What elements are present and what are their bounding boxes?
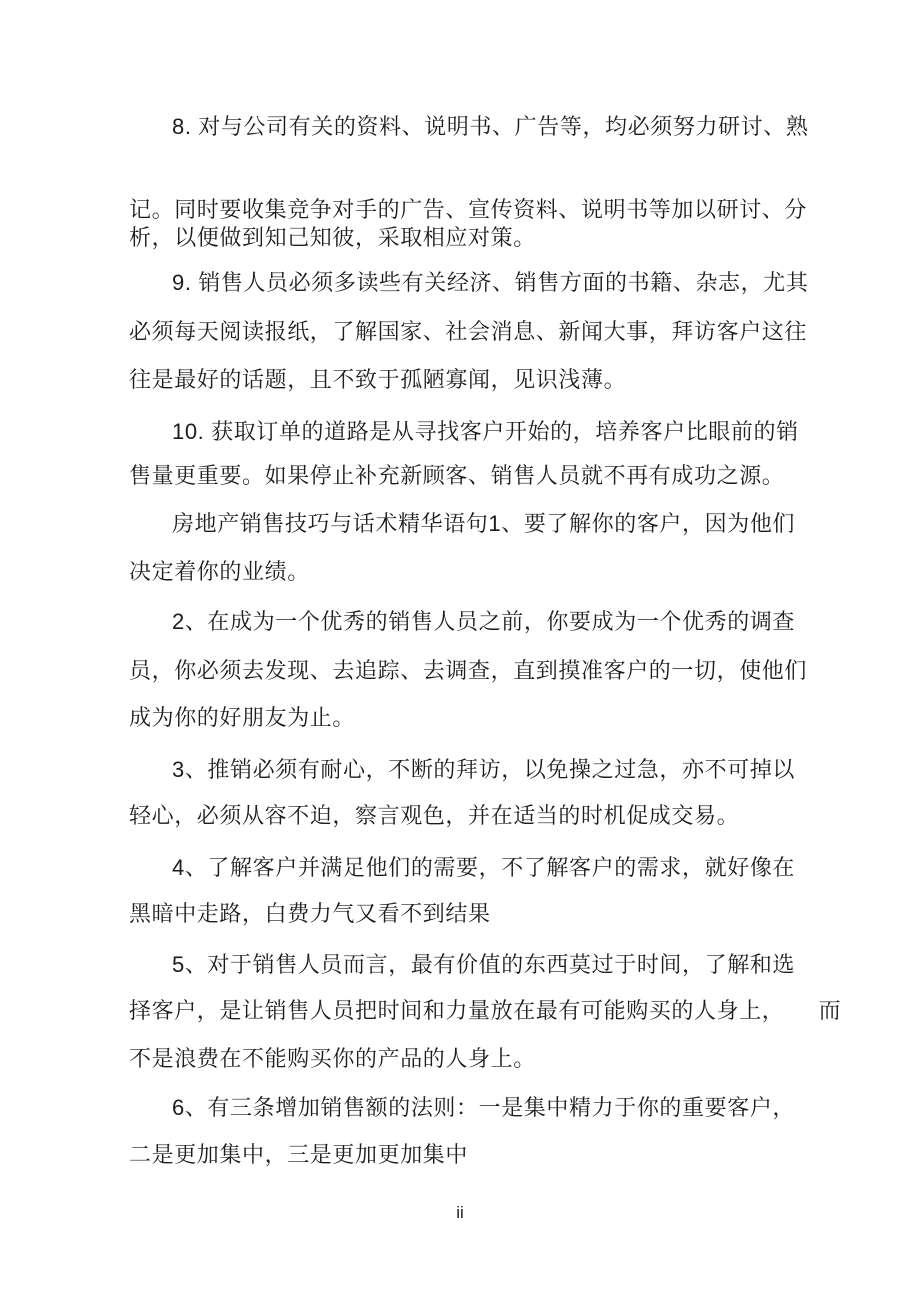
doc-line: 5、对于销售人员而言，最有价值的东西莫过于时间，了解和选 [172, 952, 796, 977]
doc-line: 择客户，是让销售人员把时间和力量放在最有可能购买的人身上， 而 [129, 998, 842, 1023]
doc-line: 员，你必须去发现、去追踪、去调查，直到摸准客户的一切，使他们 [129, 658, 808, 683]
doc-line: 房地产销售技巧与话术精华语句1、要了解你的客户，因为他们 [172, 511, 796, 536]
doc-line: 不是浪费在不能购买你的产品的人身上。 [129, 1046, 536, 1071]
doc-line: 售量更重要。如果停止补充新顾客、销售人员就不再有成功之源。 [129, 463, 785, 488]
doc-line: 2、在成为一个优秀的销售人员之前，你要成为一个优秀的调查 [172, 609, 796, 634]
doc-line: 析，以便做到知己知彼，采取相应对策。 [129, 225, 536, 250]
doc-line: 黑暗中走路，白费力气又看不到结果 [129, 901, 491, 926]
doc-line: 10. 获取订单的道路是从寻找客户开始的，培养客户比眼前的销 [172, 419, 799, 444]
doc-line: 往是最好的话题，且不致于孤陋寡闻，见识浅薄。 [129, 367, 627, 392]
doc-line: 成为你的好朋友为止。 [129, 705, 356, 730]
page-number: ii [456, 1203, 464, 1222]
doc-line: 轻心，必须从容不迫，察言观色，并在适当的时机促成交易。 [129, 803, 740, 828]
doc-line: 6、有三条增加销售额的法则：一是集中精力于你的重要客户， [172, 1095, 796, 1120]
doc-line: 9. 销售人员必须多读些有关经济、销售方面的书籍、杂志，尤其 [172, 270, 809, 295]
doc-line: 决定着你的业绩。 [129, 559, 310, 584]
doc-line: 二是更加集中，三是更加更加集中 [129, 1142, 469, 1167]
doc-line: 8. 对与公司有关的资料、说明书、广告等，均必须努力研讨、熟 [172, 114, 809, 139]
doc-line: 3、推销必须有耐心，不断的拜访，以免操之过急，亦不可掉以 [172, 757, 796, 782]
doc-line: 必须每天阅读报纸，了解国家、社会消息、新闻大事，拜访客户这往 [129, 319, 808, 344]
doc-line: 记。同时要收集竞争对手的广告、宣传资料、说明书等加以研讨、分 [129, 197, 808, 222]
doc-line: 4、了解客户并满足他们的需要，不了解客户的需求，就好像在 [172, 855, 796, 880]
